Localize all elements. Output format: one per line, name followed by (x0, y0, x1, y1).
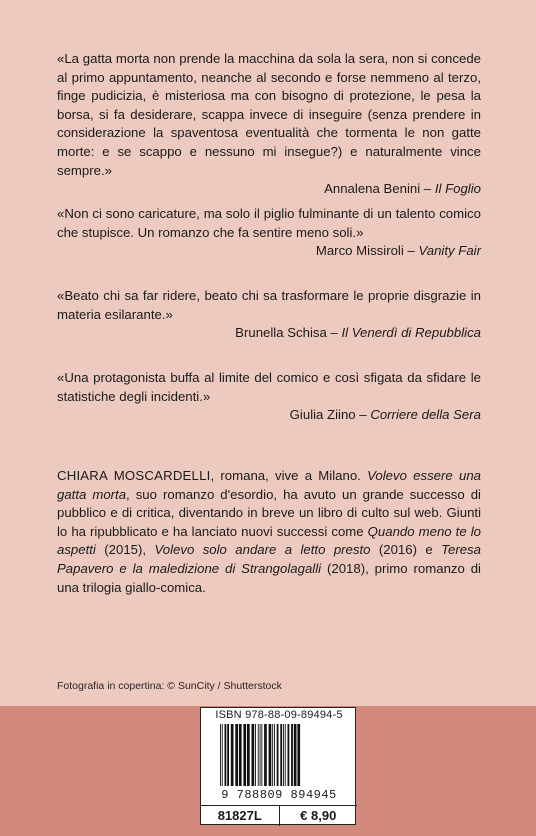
barcode-bar (269, 724, 272, 786)
quote-author: Annalena Benini – (324, 181, 435, 197)
quote-source: Vanity Fair (418, 243, 481, 259)
barcode-bar (294, 724, 297, 786)
barcode-bar (222, 724, 223, 786)
quote-text: «Una protagonista buffa al limite del comico e così sfigata da sfidare le statistiche degli incidenti.» (57, 370, 481, 404)
quote-source: Il Foglio (434, 181, 481, 197)
book-title: Volevo solo andare a letto presto (154, 542, 371, 558)
bio-text: , romana, vive a Milano. (210, 468, 368, 483)
barcode-bar (260, 724, 261, 786)
barcode-bar (239, 724, 242, 786)
barcode-bar (252, 724, 255, 786)
barcode-bar (231, 724, 234, 786)
review-quote-3 (57, 287, 481, 343)
quote-source: Corriere della Sera (370, 407, 481, 423)
bio-text: (2015), (95, 542, 155, 558)
quote-author: Brunella Schisa – (235, 325, 342, 341)
barcode-digits: 9 788809 894945 (221, 788, 337, 802)
quote-text: «La gatta morta non prende la macchina da sola la sera, non si concede al primo appuntamento, neanche al secondo e forse nemmeno al terzo, finge pudicizia, è misteriosa ma con bisogno di protezione, le pesa la borsa, si fa desiderare, scappa invece di inseguire (senza prendere in considerazione la spaventosa eventualità che tormenta le non gatte morte: e se scappo e nessuno mi insegue?) e naturalmente vince sempre.» (57, 51, 481, 178)
barcode-bar (288, 724, 290, 786)
barcode-bar (280, 724, 282, 786)
quote-attribution (57, 324, 481, 343)
barcode-bar (285, 724, 286, 786)
review-quote-1 (57, 50, 481, 199)
barcode-bars (219, 724, 341, 786)
barcode-label (200, 707, 356, 825)
author-bio (57, 467, 481, 597)
barcode-bar (258, 724, 259, 786)
barcode-bar (235, 724, 238, 786)
barcode-bar (291, 724, 293, 786)
quote-text: «Beato chi sa far ridere, beato chi sa trasformare le proprie disgrazie in materia esilarante.» (57, 288, 481, 322)
quote-author: Giulia Ziino – (289, 407, 371, 423)
barcode-bar (261, 724, 262, 786)
barcode-bar (277, 724, 279, 786)
author-name: CHIARA MOSCARDELLI (57, 468, 211, 483)
barcode-bar (264, 724, 267, 786)
quote-author: Marco Missiroli – (315, 243, 419, 259)
book-title: Quando meno te lo aspetti (57, 523, 481, 558)
bio-text: (2016) e (370, 542, 442, 558)
barcode-bar (227, 724, 229, 786)
barcode-bar (274, 724, 275, 786)
quote-attribution (57, 242, 481, 261)
photo-credit: Fotografia in copertina: © SunCity / Shutterstock (57, 680, 282, 692)
quote-attribution (57, 180, 481, 199)
quote-attribution (57, 406, 481, 425)
barcode-bar (247, 724, 250, 786)
bio-text: (2018), primo romanzo di una trilogia giallo-comica. (57, 560, 481, 595)
product-code: 81827L (201, 806, 280, 826)
isbn-text: ISBN 978-88-09-89494-5 (215, 709, 343, 721)
price-row (201, 805, 357, 826)
price-label: € 8,90 (300, 808, 337, 823)
barcode-bar (220, 724, 221, 786)
review-quote-4 (57, 369, 481, 425)
book-title: Volevo essere una gatta morta (57, 468, 481, 502)
barcode-bar (255, 724, 256, 786)
bio-text: , suo romanzo d'esordio, ha avuto un grande successo di pubblico e di critica, diventando in breve un libro di culto sul web. Giunti lo ha ripubblicato e ha lanciato nuovi successi come (57, 486, 481, 539)
review-quote-2 (57, 205, 481, 261)
barcode-bar (272, 724, 273, 786)
barcode-bar (243, 724, 246, 786)
barcode-bar (225, 724, 227, 786)
quote-text: «Non ci sono caricature, ma solo il piglio fulminante di un talento comico che stupisce. Un romanzo che fa sentire meno soli.» (57, 206, 481, 240)
barcode-bar (283, 724, 284, 786)
book-title: Teresa Papavero e la maledizione di Strangolagalli (57, 542, 481, 576)
barcode-bar (297, 724, 300, 786)
quote-source: Il Venerdì di Repubblica (341, 325, 481, 341)
